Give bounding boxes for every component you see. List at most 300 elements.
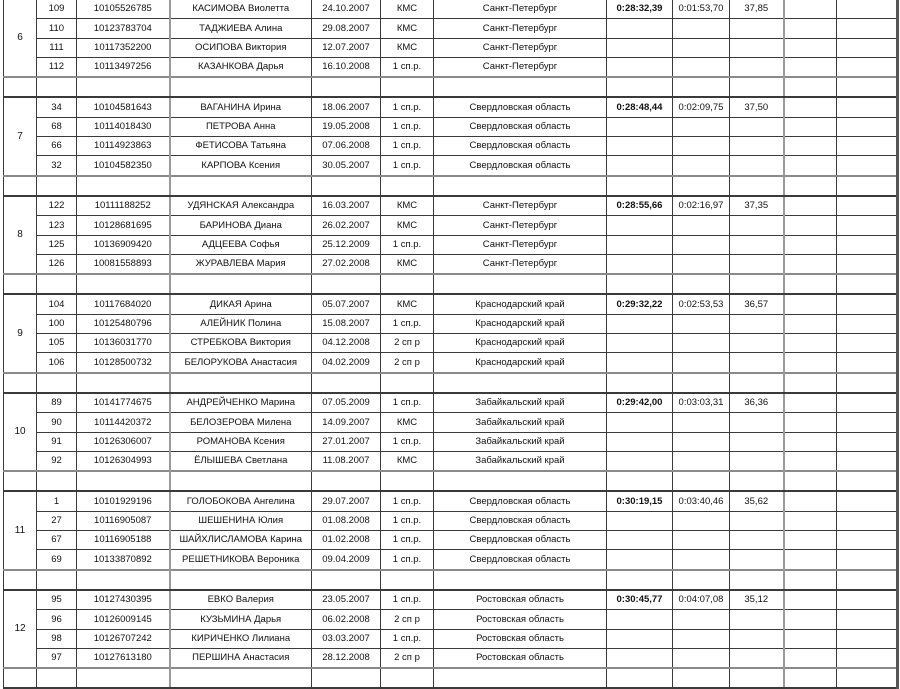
spacer-cell [77,274,170,294]
athlete-name: АЛЕЙНИК Полина [170,314,312,333]
extra-cell-2 [837,413,898,432]
total-time: 0:29:32,22 [607,294,673,314]
extra-cell-2 [837,393,898,413]
avg-speed-empty [730,156,784,176]
birth-date: 01.08.2008 [312,511,381,530]
total-time-empty [607,254,673,274]
spacer-cell [170,570,312,590]
birth-date: 05.07.2007 [312,294,381,314]
uci-code: 10114018430 [77,117,170,136]
spacer-cell [673,668,730,688]
uci-code: 10117352200 [77,38,170,57]
uci-code: 10113497256 [77,57,170,77]
region: Санкт-Петербург [434,57,607,77]
birth-date: 07.06.2008 [312,137,381,156]
spacer-cell [837,471,898,491]
avg-speed-empty [730,550,784,570]
table-row [4,19,898,38]
avg-speed-empty [730,413,784,432]
table-row [4,511,898,530]
avg-speed: 36,36 [730,393,784,413]
group-spacer-row [4,373,898,393]
table-row [4,610,898,629]
extra-cell-1 [784,38,837,57]
athlete-name: СТРЕБКОВА Виктория [170,334,312,353]
extra-cell-2 [837,235,898,254]
time-gap-empty [673,531,730,550]
birth-date: 29.08.2007 [312,19,381,38]
athlete-name: КИРИЧЕНКО Лилиана [170,629,312,648]
sport-rank: 1 сп.р. [381,432,434,451]
sport-rank: КМС [381,254,434,274]
total-time-empty [607,610,673,629]
bib-number: 69 [37,550,77,570]
spacer-cell [170,373,312,393]
spacer-cell [381,176,434,196]
region: Краснодарский край [434,314,607,333]
spacer-cell [837,668,898,688]
spacer-cell [607,176,673,196]
athlete-name: АНДРЕЙЧЕНКО Марина [170,393,312,413]
extra-cell-1 [784,550,837,570]
birth-date: 24.10.2007 [312,0,381,19]
bib-number: 106 [37,353,77,373]
spacer-cell [37,373,77,393]
time-gap-empty [673,334,730,353]
spacer-cell [607,274,673,294]
spacer-cell [312,176,381,196]
sport-rank: 1 сп.р. [381,117,434,136]
total-time-empty [607,117,673,136]
bib-number: 67 [37,531,77,550]
avg-speed-empty [730,531,784,550]
birth-date: 16.03.2007 [312,196,381,216]
region: Свердловская область [434,156,607,176]
athlete-name: ПЕТРОВА Анна [170,117,312,136]
extra-cell-2 [837,550,898,570]
birth-date: 29.07.2007 [312,491,381,511]
uci-code: 10128500732 [77,353,170,373]
table-row [4,117,898,136]
birth-date: 27.01.2007 [312,432,381,451]
total-time-empty [607,137,673,156]
region: Свердловская область [434,491,607,511]
sport-rank: КМС [381,0,434,19]
avg-speed-empty [730,648,784,668]
spacer-cell [381,668,434,688]
spacer-cell [381,471,434,491]
birth-date: 09.04.2009 [312,550,381,570]
spacer-cell [837,176,898,196]
spacer-cell [837,274,898,294]
region: Санкт-Петербург [434,254,607,274]
extra-cell-1 [784,353,837,373]
region: Санкт-Петербург [434,0,607,19]
total-time-empty [607,353,673,373]
group-spacer-row [4,274,898,294]
group-spacer-row [4,570,898,590]
spacer-cell [312,373,381,393]
extra-cell-2 [837,156,898,176]
bib-number: 105 [37,334,77,353]
spacer-cell [170,471,312,491]
extra-cell-1 [784,491,837,511]
sport-rank: 1 сп.р. [381,57,434,77]
region: Санкт-Петербург [434,38,607,57]
spacer-cell [37,77,77,97]
spacer-cell [673,373,730,393]
time-gap-empty [673,629,730,648]
athlete-name: РЕШЕТНИКОВА Вероника [170,550,312,570]
avg-speed: 37,35 [730,196,784,216]
time-gap-empty [673,216,730,235]
uci-code: 10126306007 [77,432,170,451]
spacer-cell [434,77,607,97]
spacer-cell [730,668,784,688]
extra-cell-1 [784,413,837,432]
uci-code: 10104581643 [77,97,170,117]
table-row [4,196,898,216]
time-gap-empty [673,451,730,471]
table-row [4,294,898,314]
group-spacer-row [4,77,898,97]
total-time: 0:28:32,39 [607,0,673,19]
extra-cell-2 [837,610,898,629]
avg-speed-empty [730,254,784,274]
extra-cell-1 [784,648,837,668]
sport-rank: 1 сп.р. [381,550,434,570]
region: Ростовская область [434,590,607,610]
spacer-cell [434,274,607,294]
birth-date: 12.07.2007 [312,38,381,57]
bib-number: 126 [37,254,77,274]
table-row [4,432,898,451]
athlete-name: ТАДЖИЕВА Алина [170,19,312,38]
extra-cell-2 [837,97,898,117]
bib-number: 32 [37,156,77,176]
extra-cell-2 [837,314,898,333]
table-row [4,235,898,254]
athlete-name: ЖУРАВЛЕВА Мария [170,254,312,274]
sport-rank: КМС [381,19,434,38]
sport-rank: 2 сп р [381,648,434,668]
extra-cell-1 [784,235,837,254]
spacer-cell [312,570,381,590]
extra-cell-1 [784,590,837,610]
bib-number: 98 [37,629,77,648]
table-row [4,0,898,19]
avg-speed-empty [730,451,784,471]
spacer-cell [312,77,381,97]
region: Санкт-Петербург [434,216,607,235]
region: Ростовская область [434,610,607,629]
spacer-cell [673,77,730,97]
uci-code: 10136909420 [77,235,170,254]
athlete-name: БЕЛОЗЕРОВА Милена [170,413,312,432]
spacer-cell [77,77,170,97]
sport-rank: 1 сп.р. [381,531,434,550]
bib-number: 100 [37,314,77,333]
extra-cell-1 [784,511,837,530]
sport-rank: КМС [381,413,434,432]
total-time-empty [607,314,673,333]
birth-date: 26.02.2007 [312,216,381,235]
region: Краснодарский край [434,334,607,353]
avg-speed: 35,12 [730,590,784,610]
bib-number: 112 [37,57,77,77]
spacer-cell [170,77,312,97]
spacer-cell [673,176,730,196]
total-time: 0:28:48,44 [607,97,673,117]
region: Свердловская область [434,531,607,550]
spacer-cell [434,471,607,491]
avg-speed-empty [730,117,784,136]
spacer-cell [381,570,434,590]
avg-speed-empty [730,19,784,38]
avg-speed: 37,50 [730,97,784,117]
table-row [4,254,898,274]
region: Краснодарский край [434,353,607,373]
spacer-cell [784,471,837,491]
sport-rank: КМС [381,216,434,235]
extra-cell-2 [837,531,898,550]
group-spacer-row [4,668,898,688]
extra-cell-2 [837,629,898,648]
spacer-cell [434,176,607,196]
sport-rank: 1 сп.р. [381,629,434,648]
bib-number: 90 [37,413,77,432]
athlete-name: ГОЛОБОКОВА Ангелина [170,491,312,511]
extra-cell-2 [837,294,898,314]
sport-rank: 1 сп.р. [381,235,434,254]
spacer-cell [381,77,434,97]
bib-number: 96 [37,610,77,629]
spacer-cell [784,77,837,97]
group-spacer-row [4,176,898,196]
extra-cell-1 [784,432,837,451]
spacer-cell [784,274,837,294]
birth-date: 04.12.2008 [312,334,381,353]
time-gap-empty [673,432,730,451]
athlete-name: КУЗЬМИНА Дарья [170,610,312,629]
extra-cell-1 [784,156,837,176]
time-gap-empty [673,57,730,77]
total-time-empty [607,216,673,235]
total-time-empty [607,531,673,550]
avg-speed-empty [730,432,784,451]
athlete-name: ЕВКО Валерия [170,590,312,610]
table-row [4,550,898,570]
group-spacer-row [4,471,898,491]
avg-speed-empty [730,57,784,77]
table-row [4,451,898,471]
athlete-name: КАСИМОВА Виолетта [170,0,312,19]
spacer-cell [4,373,37,393]
uci-code: 10117684020 [77,294,170,314]
uci-code: 10126707242 [77,629,170,648]
extra-cell-2 [837,254,898,274]
total-time-empty [607,235,673,254]
extra-cell-2 [837,117,898,136]
extra-cell-1 [784,254,837,274]
table-row [4,314,898,333]
total-time-empty [607,629,673,648]
uci-code: 10136031770 [77,334,170,353]
table-row [4,491,898,511]
sport-rank: КМС [381,294,434,314]
avg-speed-empty [730,137,784,156]
spacer-cell [4,668,37,688]
sport-rank: 1 сп.р. [381,137,434,156]
extra-cell-1 [784,196,837,216]
spacer-cell [37,668,77,688]
uci-code: 10127430395 [77,590,170,610]
sport-rank: 1 сп.р. [381,393,434,413]
uci-code: 10116905188 [77,531,170,550]
sport-rank: КМС [381,451,434,471]
time-gap-empty [673,19,730,38]
spacer-cell [312,668,381,688]
spacer-cell [607,668,673,688]
extra-cell-1 [784,610,837,629]
time-gap-empty [673,137,730,156]
birth-date: 07.05.2009 [312,393,381,413]
sport-rank: 2 сп р [381,334,434,353]
spacer-cell [37,471,77,491]
bib-number: 125 [37,235,77,254]
extra-cell-2 [837,137,898,156]
spacer-cell [837,570,898,590]
total-time-empty [607,19,673,38]
athlete-name: ОСИПОВА Виктория [170,38,312,57]
table-row [4,413,898,432]
birth-date: 25.12.2009 [312,235,381,254]
extra-cell-2 [837,57,898,77]
region: Краснодарский край [434,294,607,314]
avg-speed-empty [730,334,784,353]
table-row [4,393,898,413]
birth-date: 30.05.2007 [312,156,381,176]
time-gap: 0:04:07,08 [673,590,730,610]
spacer-cell [730,77,784,97]
total-time-empty [607,334,673,353]
time-gap-empty [673,117,730,136]
athlete-name: ФЕТИСОВА Татьяна [170,137,312,156]
spacer-cell [837,77,898,97]
uci-code: 10114923863 [77,137,170,156]
extra-cell-2 [837,38,898,57]
extra-cell-1 [784,294,837,314]
sport-rank: 1 сп.р. [381,491,434,511]
extra-cell-1 [784,57,837,77]
extra-cell-1 [784,531,837,550]
team-place: 11 [4,491,37,569]
sport-rank: 1 сп.р. [381,97,434,117]
spacer-cell [77,176,170,196]
spacer-cell [673,570,730,590]
spacer-cell [784,570,837,590]
spacer-cell [170,176,312,196]
total-time-empty [607,156,673,176]
spacer-cell [4,77,37,97]
region: Свердловская область [434,137,607,156]
athlete-name: ДИКАЯ Арина [170,294,312,314]
birth-date: 15.08.2007 [312,314,381,333]
extra-cell-1 [784,334,837,353]
birth-date: 14.09.2007 [312,413,381,432]
bib-number: 97 [37,648,77,668]
uci-code: 10104582350 [77,156,170,176]
time-gap-empty [673,610,730,629]
spacer-cell [312,471,381,491]
bib-number: 27 [37,511,77,530]
sport-rank: 2 сп р [381,610,434,629]
avg-speed-empty [730,629,784,648]
uci-code: 10125480796 [77,314,170,333]
spacer-cell [4,176,37,196]
total-time: 0:30:45,77 [607,590,673,610]
athlete-name: КАЗАНКОВА Дарья [170,57,312,77]
spacer-cell [77,471,170,491]
extra-cell-1 [784,97,837,117]
table-row [4,57,898,77]
extra-cell-2 [837,353,898,373]
extra-cell-1 [784,0,837,19]
uci-code: 10123783704 [77,19,170,38]
table-row [4,156,898,176]
avg-speed: 35,62 [730,491,784,511]
extra-cell-1 [784,137,837,156]
avg-speed: 36,57 [730,294,784,314]
total-time-empty [607,550,673,570]
table-row [4,137,898,156]
birth-date: 01.02.2008 [312,531,381,550]
sport-rank: КМС [381,38,434,57]
athlete-name: ШАЙХЛИСЛАМОВА Карина [170,531,312,550]
extra-cell-2 [837,19,898,38]
spacer-cell [607,373,673,393]
bib-number: 91 [37,432,77,451]
birth-date: 19.05.2008 [312,117,381,136]
team-place: 6 [4,0,37,77]
bib-number: 122 [37,196,77,216]
time-gap: 0:01:53,70 [673,0,730,19]
spacer-cell [730,570,784,590]
total-time-empty [607,38,673,57]
spacer-cell [730,471,784,491]
birth-date: 06.02.2008 [312,610,381,629]
time-gap-empty [673,648,730,668]
bib-number: 123 [37,216,77,235]
bib-number: 111 [37,38,77,57]
time-gap-empty [673,235,730,254]
uci-code: 10114420372 [77,413,170,432]
total-time-empty [607,451,673,471]
spacer-cell [77,570,170,590]
bib-number: 109 [37,0,77,19]
spacer-cell [607,570,673,590]
total-time: 0:29:42,00 [607,393,673,413]
extra-cell-2 [837,590,898,610]
time-gap-empty [673,314,730,333]
time-gap: 0:03:03,31 [673,393,730,413]
sport-rank: 1 сп.р. [381,590,434,610]
avg-speed-empty [730,314,784,333]
total-time-empty [607,413,673,432]
table-row [4,353,898,373]
extra-cell-1 [784,216,837,235]
spacer-cell [730,176,784,196]
